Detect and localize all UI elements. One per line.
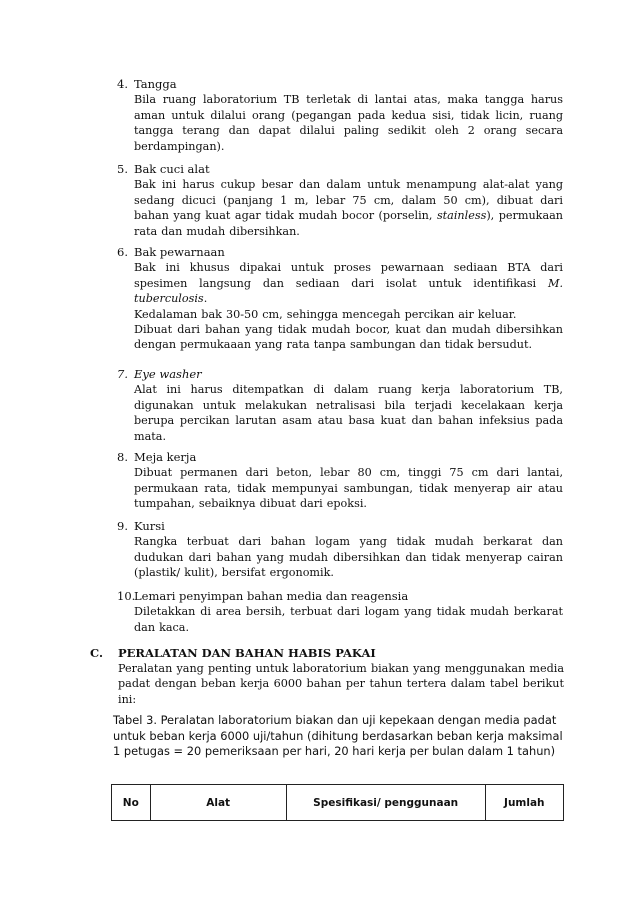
section-heading xyxy=(90,646,564,661)
header-no: No xyxy=(112,785,151,821)
section-letter: C. xyxy=(90,646,103,660)
item-title: Lemari penyimpan bahan media dan reagensia xyxy=(134,589,409,603)
list-item-lemari xyxy=(117,589,563,635)
section-title: PERALATAN DAN BAHAN HABIS PAKAI xyxy=(118,646,376,660)
item-number: 10. xyxy=(117,589,136,603)
item-paragraph: Bak ini harus cukup besar dan dalam untuk menampung alat-alat yang sedang dicuci (panjang 1 m, lebar 75 cm, dalam 50 cm), dibuat dari bahan yang kuat agar tidak mudah bocor (porselin, stainless), permukaan rata dan mudah dibersihkan. xyxy=(134,178,564,238)
table-header-row xyxy=(112,785,564,821)
item-number: 7. xyxy=(117,367,128,381)
list-item-tangga xyxy=(117,77,563,154)
header-spesifikasi: Spesifikasi/ penggunaan xyxy=(286,785,485,821)
item-paragraph: Rangka terbuat dari bahan logam yang tidak mudah berkarat dan dudukan dari bahan yang mudah dibersihkan dan tidak menyerap cairan (plastik/ kulit), bersifat ergonomik. xyxy=(134,535,563,580)
item-number: 9. xyxy=(117,519,128,533)
item-number: 6. xyxy=(117,245,128,259)
item-paragraph: Bila ruang laboratorium TB terletak di lantai atas, maka tangga harus aman untuk dilalui orang (pegangan pada kedua sisi, tidak licin, ruang tangga terang dan dapat dilalui paling sedikit oleh 2 orang secara berdampingan). xyxy=(134,93,563,153)
item-paragraph: Alat ini harus ditempatkan di dalam ruang kerja laboratorium TB, digunakan untuk melakukan netralisasi bila terjadi kecelakaan kerja berupa percikan larutan asam atau basa kuat dan bahan infeksius pada mata. xyxy=(134,383,563,443)
list-item-meja-kerja xyxy=(117,450,563,512)
header-alat: Alat xyxy=(150,785,286,821)
header-jumlah: Jumlah xyxy=(485,785,563,821)
item-title: Kursi xyxy=(134,519,165,533)
item-paragraph: Kedalaman bak 30-50 cm, sehingga mencegah percikan air keluar. xyxy=(134,307,517,321)
list-item-eye-washer xyxy=(117,367,563,444)
list-item-kursi xyxy=(117,519,563,581)
list-item-bak-pewarnaan xyxy=(117,245,563,353)
table-caption: Tabel 3. Peralatan laboratorium biakan dan uji kepekaan dengan media padat untuk beban kerja 6000 uji/tahun (dihitung berdasarkan beban kerja maksimal 1 petugas = 20 pemeriksaan per hari, 20 hari kerja per bulan dalam 1 tahun) xyxy=(113,713,563,759)
item-title: Tangga xyxy=(134,77,177,91)
section-c xyxy=(90,646,564,707)
item-number: 8. xyxy=(117,450,128,464)
item-paragraph: Diletakkan di area bersih, terbuat dari logam yang tidak mudah berkarat dan kaca. xyxy=(134,605,563,634)
item-number: 4. xyxy=(117,77,128,91)
item-title: Bak cuci alat xyxy=(134,162,210,176)
item-title: Eye washer xyxy=(134,367,202,381)
item-number: 5. xyxy=(117,162,128,176)
list-item-bak-cuci-alat xyxy=(117,162,563,239)
item-paragraph: Bak ini khusus dipakai untuk proses pewarnaan sediaan BTA dari spesimen langsung dan sediaan dari isolat untuk identifikasi M. tuberculosis. xyxy=(134,261,563,306)
section-paragraph: Peralatan yang penting untuk laboratorium biakan yang menggunakan media padat dengan beban kerja 6000 bahan per tahun tertera dalam tabel berikut ini: xyxy=(118,662,564,706)
item-title: Meja kerja xyxy=(134,450,197,464)
item-title: Bak pewarnaan xyxy=(134,245,225,259)
item-paragraph: Dibuat dari bahan yang tidak mudah bocor, kuat dan mudah dibersihkan dengan permukaaan yang rata tanpa sambungan dan tidak bersudut. xyxy=(134,322,563,352)
item-paragraph: Dibuat permanen dari beton, lebar 80 cm, tinggi 75 cm dari lantai, permukaan rata, tidak mempunyai sambungan, tidak menyerap air atau tumpahan, sebaiknya dibuat dari epoksi. xyxy=(134,466,563,511)
equipment-table xyxy=(111,784,564,821)
